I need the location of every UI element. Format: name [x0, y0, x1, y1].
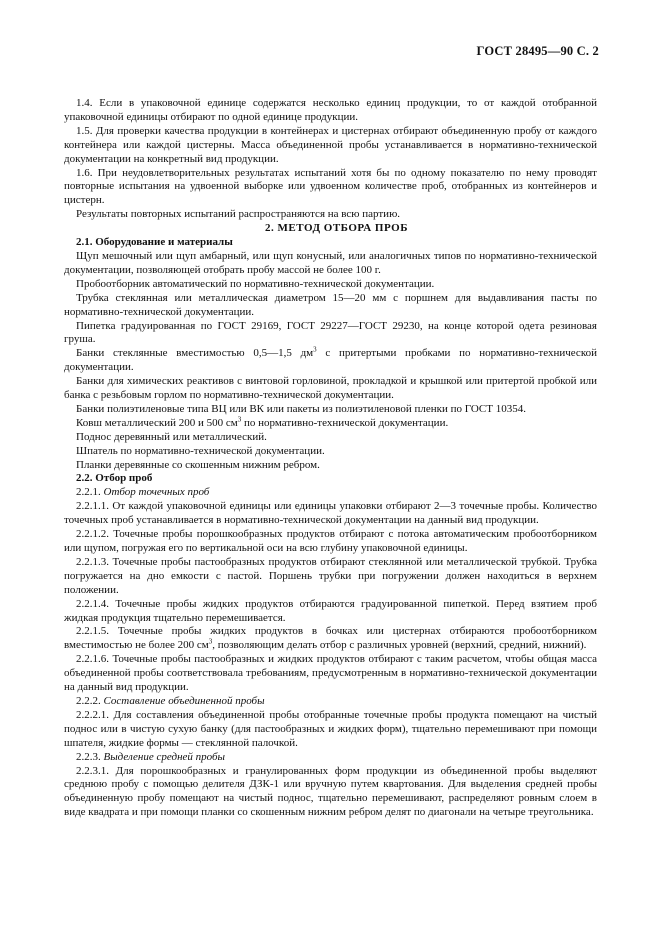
equipment-item: Поднос деревянный или металлический. — [76, 430, 267, 443]
paragraph-2-2-1-3: 2.2.1.3. Точечные пробы пастообразных продуктов отбирают стеклянной или металлической трубкой. Трубка погружается на дно емкости с пастой. Поршень трубки при погружении должен находиться в верхнем положении. — [64, 555, 597, 596]
paragraph-2-2-1-2: 2.2.1.2. Точечные пробы порошкообразных продуктов отбирают с потока автоматическим пробоотборником или щупом, погружая его по вертикальной оси на всю глубину упаковочной единицы. — [64, 528, 597, 554]
text-run: по нормативно-технической документации. — [241, 416, 449, 429]
superscript: 3 — [208, 637, 213, 646]
paragraph-2-2-1-5 — [64, 625, 597, 653]
text-run: с притертыми пробками по нормативно-технической документации. — [64, 347, 597, 374]
paragraph-1-6: 1.6. При неудовлетворительных результатах испытаний хотя бы по одному показателю по нему проводят повторные испытания на удвоенной выборке или удвоенном количестве проб, отобранных из контейнеров и цистерн. — [64, 166, 597, 207]
equipment-item: Щуп мешочный или щуп амбарный, или щуп конусный, или аналогичных типов по нормативно-технической документации, позволяющей отобрать пробу массой не более 100 г. — [64, 249, 597, 276]
heading-2-2: 2.2. Отбор проб — [76, 472, 153, 485]
heading-2-2-3 — [64, 751, 597, 765]
paragraph-1-5: 1.5. Для проверки качества продукции в контейнерах и цистернах отбирают объединенную пробу от каждого контейнера или каждой цистерны. Масса объединенной пробы устанавливается в нормативно-технической документации на конкретный вид продукции. — [64, 124, 597, 165]
paragraph-2-2-1-1: 2.2.1.1. От каждой упаковочной единицы или единицы упаковки отбирают 2—3 точечные пробы. Количество точечных проб устанавливается в нормативно-технической документации на данный вид продукции. — [64, 500, 597, 527]
heading-number: 2.2.3. — [76, 750, 104, 763]
heading-number: 2.2.1. — [76, 486, 104, 499]
heading-title: Отбор точечных проб — [103, 486, 210, 499]
paragraph-2-2-1-4: 2.2.1.4. Точечные пробы жидких продуктов отбираются градуированной пипеткой. Перед взятием проб жидкая продукция тщательно перемешивается. — [64, 597, 597, 624]
text-run: , позволяющим делать отбор с различных уровней (верхний, средний, нижний). — [212, 639, 587, 652]
heading-2-2-1 — [64, 486, 597, 500]
equipment-item: Пробоотборник автоматический по нормативно-технической документации. — [76, 277, 435, 290]
page-header: ГОСТ 28495—90 С. 2 — [476, 44, 599, 58]
section-title: 2. МЕТОД ОТБОРА ПРОБ — [265, 222, 408, 235]
equipment-item: Шпатель по нормативно-технической документации. — [76, 444, 325, 457]
heading-2-1: 2.1. Оборудование и материалы — [76, 236, 233, 249]
equipment-item — [64, 347, 597, 375]
paragraph-2-2-3-1: 2.2.3.1. Для порошкообразных и гранулированных форм продукции из объединенной пробы выделяют среднюю пробу с помощью делителя ДЗК-1 или вручную путем квартования. Для выделения средней пробы объединенную пробу помещают на чистый поднос, тщательно перемешивают, распределяют ровным слоем в виде квадрата и при помощи планки со скошенным нижним ребром делят по диагонали на четыре треугольника. — [64, 764, 597, 819]
equipment-item: Пипетка градуированная по ГОСТ 29169, ГОСТ 29227—ГОСТ 29230, на конце которой одета резиновая груша. — [64, 319, 597, 346]
equipment-item: Банки полиэтиленовые типа ВЦ или ВК или пакеты из полиэтиленовой пленки по ГОСТ 10354. — [76, 402, 526, 415]
heading-title: Выделение средней пробы — [103, 750, 225, 763]
heading-number: 2.2.2. — [76, 694, 104, 707]
superscript: 3 — [313, 345, 317, 354]
paragraph-1-4: 1.4. Если в упаковочной единице содержатся несколько единиц продукции, то от каждой отобранной упаковочной единицы отбирают по одной единице продукции. — [64, 97, 597, 123]
paragraph-2-2-2-1: 2.2.2.1. Для составления объединенной пробы отобранные точечные пробы продукта помещают на чистый поднос или в чистую сухую банку (для пастообразных и жидких форм), тщательно перемешивают при помощи шпателя, жидкие формы — стеклянной палочкой. — [64, 708, 597, 749]
text-run: Ковш металлический 200 и 500 см — [76, 416, 238, 429]
document-body — [64, 97, 597, 820]
superscript: 3 — [237, 415, 242, 424]
paragraph-2-2-1-6: 2.2.1.6. Точечные пробы пастообразных и жидких продуктов отбирают с таким расчетом, чтобы общая масса объединенной пробы соответствовала требованиям, предусмотренным в нормативно-технической документации на данный вид продукции. — [64, 653, 597, 694]
equipment-item — [64, 417, 597, 431]
text-run: 2.2.1.5. Точечные пробы жидких продуктов в бочках или цистернах отбираются пробоотборником вместимостью не более 200 см — [64, 625, 597, 652]
heading-2-2-2 — [64, 695, 597, 709]
heading-title: Составление объединенной пробы — [103, 694, 265, 707]
equipment-item: Планки деревянные со скошенным нижним ребром. — [76, 458, 320, 471]
equipment-item: Банки для химических реактивов с винтовой горловиной, прокладкой и крышкой или притертой пробкой или банка с резьбовым горлом по нормативно-технической документации. — [64, 375, 597, 402]
equipment-item: Трубка стеклянная или металлическая диаметром 15—20 мм с поршнем для выдавливания пасты по нормативно-технической документации. — [64, 291, 597, 318]
paragraph-repeat-tests: Результаты повторных испытаний распространяются на всю партию. — [76, 208, 401, 221]
text-run: Банки стеклянные вместимостью 0,5—1,5 дм — [76, 347, 314, 360]
